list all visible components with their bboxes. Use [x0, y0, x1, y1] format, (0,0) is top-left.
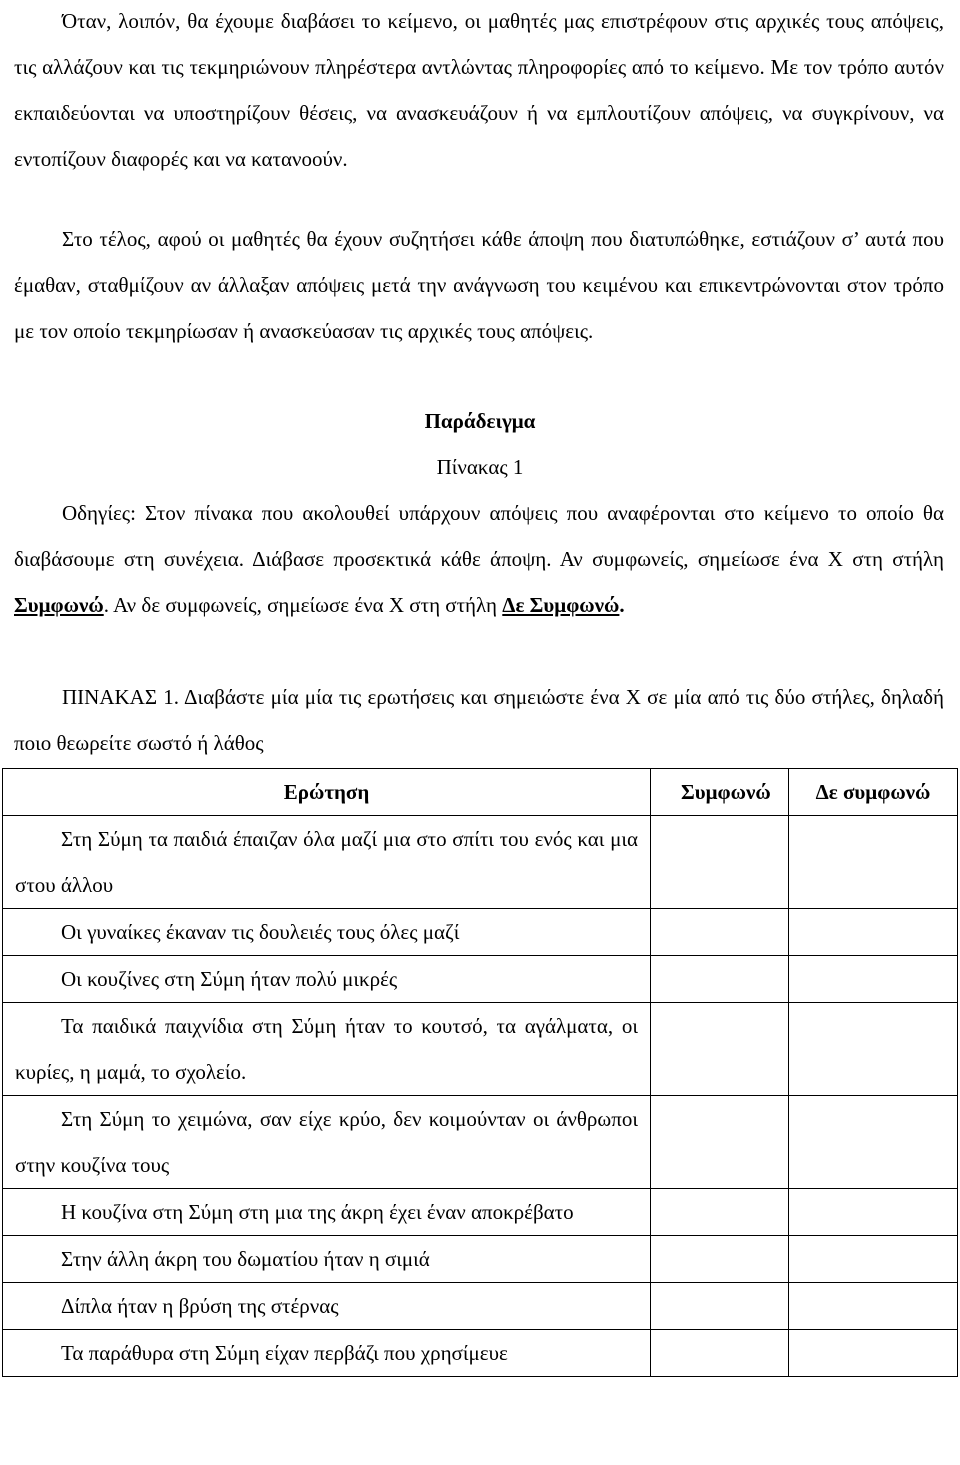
table-intro-paragraph [14, 674, 944, 766]
paragraph-intro [14, 0, 944, 182]
question-cell [3, 1283, 651, 1330]
question-text: Οι κουζίνες στη Σύμη ήταν πολύ μικρές [61, 967, 398, 991]
question-text: Στην άλλη άκρη του δωματίου ήταν η σιμιά [61, 1247, 430, 1271]
header-agree: Συμφωνώ [651, 769, 789, 816]
table-row [3, 909, 958, 956]
question-cell [3, 816, 651, 909]
example-heading: Παράδειγμα [424, 409, 536, 433]
agree-cell[interactable] [651, 1283, 789, 1330]
question-text: Οι γυναίκες έκαναν τις δουλειές τους όλες μαζί [61, 920, 460, 944]
table-row [3, 816, 958, 909]
disagree-column-reference: Δε Συμφωνώ [502, 593, 620, 617]
instructions-text-3: . [619, 593, 625, 617]
question-text: Τα παιδικά παιχνίδια στη Σύμη ήταν το κουτσό, τα αγάλματα, οι κυρίες, η μαμά, το σχολείο. [15, 1014, 638, 1084]
question-cell [3, 1236, 651, 1283]
disagree-cell[interactable] [789, 1283, 958, 1330]
agree-cell[interactable] [651, 1330, 789, 1377]
paragraph-conclusion-text: Στο τέλος, αφού οι μαθητές θα έχουν συζητήσει κάθε άποψη που διατυπώθηκε, εστιάζουν σ’ αυτά που έμαθαν, σταθμίζουν αν άλλαξαν απόψεις μετά την ανάγνωση του κειμένου και επικεντρώνονται στον τρόπο με τον οποίο τεκμηρίωσαν ή ανασκεύασαν τις αρχικές τους απόψεις. [14, 227, 944, 343]
agree-column-reference: Συμφωνώ [14, 593, 104, 617]
question-text: Δίπλα ήταν η βρύση της στέρνας [61, 1294, 339, 1318]
agree-cell[interactable] [651, 1189, 789, 1236]
question-cell [3, 1189, 651, 1236]
table-row [3, 1189, 958, 1236]
instructions-paragraph [14, 490, 944, 628]
disagree-cell[interactable] [789, 1096, 958, 1189]
table-intro-text: ΠΙΝΑΚΑΣ 1. Διαβάστε μία μία τις ερωτήσεις και σημειώστε ένα Χ σε μία από τις δύο στήλες, δηλαδή ποιο θεωρείτε σωστό ή λάθος [14, 685, 944, 755]
question-cell [3, 956, 651, 1003]
header-disagree: Δε συμφωνώ [789, 769, 958, 816]
question-text: Στη Σύμη τα παιδιά έπαιζαν όλα μαζί μια στο σπίτι του ενός και μια στου άλλου [15, 827, 638, 897]
question-cell [3, 909, 651, 956]
instructions-text-2: . Αν δε συμφωνείς, σημείωσε ένα Χ στη στήλη [103, 593, 503, 617]
agree-cell[interactable] [651, 1003, 789, 1096]
paragraph-intro-text: Όταν, λοιπόν, θα έχουμε διαβάσει το κείμενο, οι μαθητές μας επιστρέφουν στις αρχικές τους απόψεις, τις αλλάζουν και τις τεκμηριώνουν πληρέστερα αντλώντας πληροφορίες από το κείμενο. Με τον τρόπο αυτόν εκπαιδεύονται να υποστηρίζουν θέσεις, να ανασκευάζουν ή να εμπλουτίζουν απόψεις, να συγκρίνουν, να εντοπίζουν διαφορές και να κατανοούν. [14, 9, 944, 171]
table-row [3, 1283, 958, 1330]
disagree-cell[interactable] [789, 816, 958, 909]
instructions-text-1: Οδηγίες: Στον πίνακα που ακολουθεί υπάρχουν απόψεις που αναφέρονται στο κείμενο το οποίο θα διαβάσουμε στη συνέχεια. Διάβασε προσεκτικά κάθε άποψη. Αν συμφωνείς, σημείωσε ένα Χ στη στήλη [14, 501, 944, 571]
question-text: Στη Σύμη το χειμώνα, σαν είχε κρύο, δεν κοιμούνταν οι άνθρωποι στην κουζίνα τους [15, 1107, 638, 1177]
header-question: Ερώτηση [3, 769, 651, 816]
table-caption: Πίνακας 1 [436, 455, 524, 479]
agree-cell[interactable] [651, 1236, 789, 1283]
question-cell [3, 1003, 651, 1096]
table-row [3, 1330, 958, 1377]
agree-cell[interactable] [651, 1096, 789, 1189]
agree-cell[interactable] [651, 909, 789, 956]
table-row [3, 956, 958, 1003]
table-row [3, 1096, 958, 1189]
disagree-cell[interactable] [789, 1189, 958, 1236]
paragraph-conclusion [14, 216, 944, 354]
agree-cell[interactable] [651, 956, 789, 1003]
table-row [3, 1236, 958, 1283]
disagree-cell[interactable] [789, 909, 958, 956]
table-row [3, 1003, 958, 1096]
disagree-cell[interactable] [789, 1236, 958, 1283]
agree-cell[interactable] [651, 816, 789, 909]
question-text: Η κουζίνα στη Σύμη στη μια της άκρη έχει έναν αποκρέβατο [61, 1200, 574, 1224]
disagree-cell[interactable] [789, 956, 958, 1003]
question-text: Τα παράθυρα στη Σύμη είχαν περβάζι που χρησίμευε [61, 1341, 508, 1365]
table-header-row [3, 769, 958, 816]
question-cell [3, 1330, 651, 1377]
question-cell [3, 1096, 651, 1189]
disagree-cell[interactable] [789, 1003, 958, 1096]
disagree-cell[interactable] [789, 1330, 958, 1377]
questions-table [2, 768, 958, 1377]
